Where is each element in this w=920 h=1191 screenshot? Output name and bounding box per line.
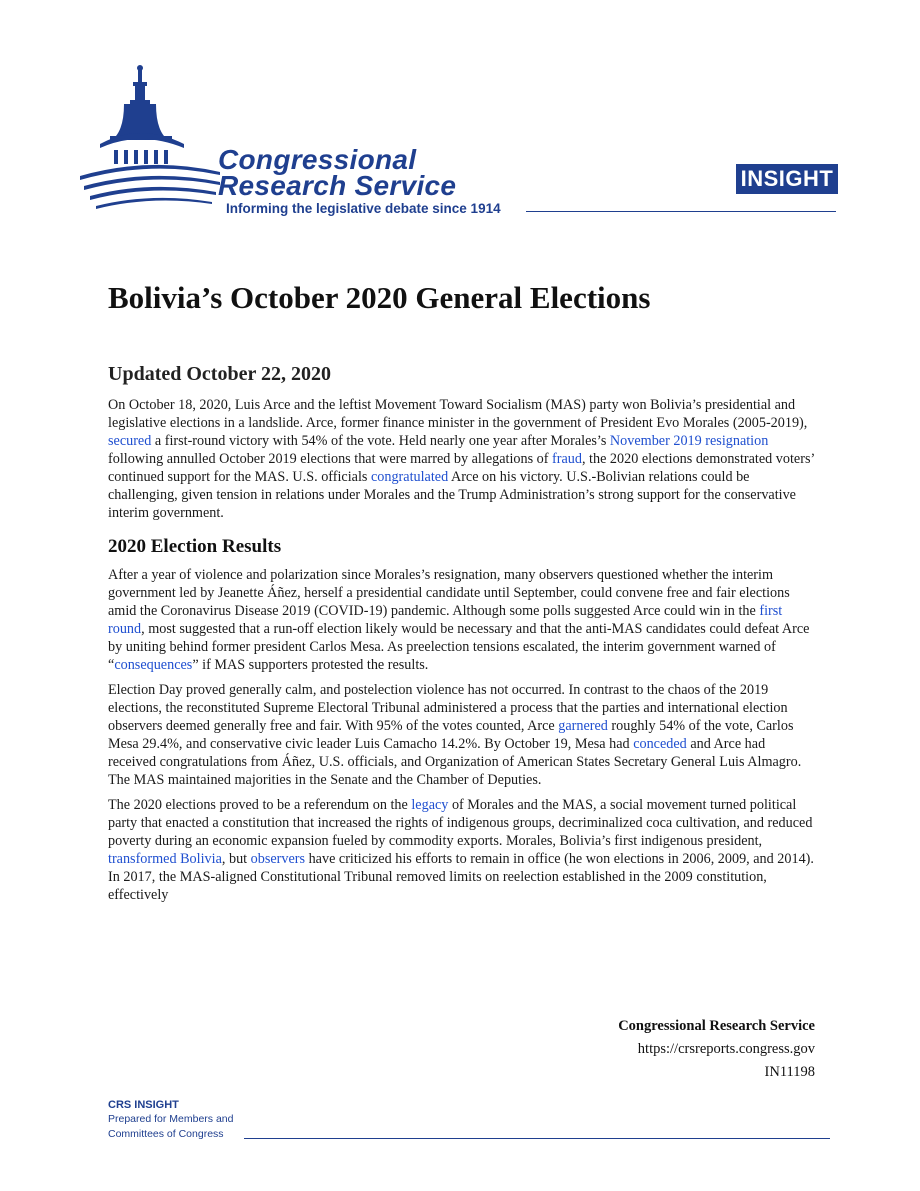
text-run: a first-round victory with 54% of the vote. Held nearly one year after Morales’s [151, 433, 610, 449]
text-run: of Morales and the MAS, a social movement turned political party that enacted a constitution that increased the rights of indigenous groups, decriminalized coca cultivation, and reduced poverty during an economic expansion fueled by commodity exports. Morales, Bolivia’s first indigenous president, [108, 797, 813, 849]
text-run: Election Day proved generally calm, and postelection violence has not occurred. In contrast to the chaos of the 2019 elections, the reconstituted Supreme Electoral Tribunal administered a process that the parties and international election observers deemed generally free and fair. With 95% of the votes counted, Arce [108, 682, 788, 734]
capitol-dome-icon [80, 64, 220, 214]
text-run: , but [221, 851, 251, 867]
text-run: The 2020 elections proved to be a referendum on the [108, 797, 412, 813]
footer-rule [244, 1138, 830, 1139]
link-consequences[interactable]: consequences [114, 657, 193, 673]
page-title: Bolivia’s October 2020 General Elections [108, 280, 651, 315]
crs-info-block [618, 1015, 815, 1084]
link-secured[interactable]: secured [108, 433, 152, 449]
text-run: following annulled October 2019 elections that were marred by allegations of [108, 451, 553, 467]
footer-label: CRS INSIGHT [108, 1099, 179, 1111]
text-run: roughly 54% of the vote, Carlos Mesa 29.4%, and conservative civic leader Luis Camacho 14.2%. By October 19, Mesa had [108, 718, 794, 752]
text-run: ” if MAS supporters protested the results. [192, 657, 429, 673]
crs-url[interactable]: https://crsreports.congress.gov [637, 1041, 815, 1057]
text-run: and Arce had received congratulations from Áñez, U.S. officials, and Organization of American States Secretary General Luis Almagro. The MAS maintained majorities in the Senate and the Chamber of Deputies. [108, 736, 802, 788]
crs-logo [80, 64, 540, 224]
link-conceded[interactable]: conceded [633, 736, 687, 752]
text-run: After a year of violence and polarization since Morales’s resignation, many observers questioned whether the interim government led by Jeanette Áñez, herself a presidential candidate until September, could convene free and fair elections amid the Coronavirus Disease 2019 (COVID-19) pandemic. Although some polls suggested Arce could win in the [108, 567, 790, 619]
link-observers[interactable]: observers [250, 851, 306, 867]
results-paragraph-1 [108, 566, 816, 674]
link-legacy[interactable]: legacy [411, 797, 449, 813]
link-transformed-bolivia[interactable]: transformed Bolivia [108, 851, 222, 867]
text-run: Arce on his victory. U.S.-Bolivian relations could be challenging, given tension in relations under Morales and the Trump Administration’s strong support for the conservative interim government. [108, 469, 796, 521]
results-paragraph-2 [108, 681, 816, 789]
text-run: , most suggested that a run-off election likely would be necessary and that the anti-MAS candidates could defeat Arce by uniting behind former president Carlos Mesa. As preelection tensions escalated, the interim government warned of “ [108, 621, 810, 673]
logo-tagline: Informing the legislative debate since 1914 [226, 201, 501, 216]
report-id: IN11198 [764, 1064, 815, 1080]
link-garnered[interactable]: garnered [558, 718, 608, 734]
intro-paragraph [108, 396, 816, 522]
updated-date: Updated October 22, 2020 [108, 363, 331, 385]
logo-title-line2: Research Service [218, 170, 457, 201]
link-november-2019-resignation[interactable]: November 2019 resignation [609, 433, 769, 449]
text-run: have criticized his efforts to remain in office (he won elections in 2006, 2009, and 2014). In 2017, the MAS-aligned Constitutional Tribunal removed limits on reelection established in the 2009 constitution, effectively [108, 851, 814, 903]
footer-prepared-for: Prepared for Members and [108, 1113, 234, 1125]
link-congratulated[interactable]: congratulated [370, 469, 449, 485]
footer-committees: Committees of Congress [108, 1128, 224, 1140]
text-run: , the 2020 elections demonstrated voters’ continued support for the MAS. U.S. officials [108, 451, 815, 485]
crs-name: Congressional Research Service [618, 1018, 815, 1034]
article-body [108, 396, 816, 911]
section-heading-election-results: 2020 Election Results [108, 536, 282, 557]
results-paragraph-3 [108, 796, 816, 904]
logo-title-line1: Congressional [218, 144, 417, 175]
link-first-round[interactable]: first round [108, 603, 783, 637]
header-rule [526, 211, 836, 212]
insight-badge: INSIGHT [736, 164, 838, 194]
footer [108, 1099, 233, 1142]
link-fraud[interactable]: fraud [552, 451, 582, 467]
text-run: On October 18, 2020, Luis Arce and the leftist Movement Toward Socialism (MAS) party won Bolivia’s presidential and legislative elections in a landslide. Arce, former finance minister in the government of President Evo Morales (2005-2019), [108, 397, 808, 431]
